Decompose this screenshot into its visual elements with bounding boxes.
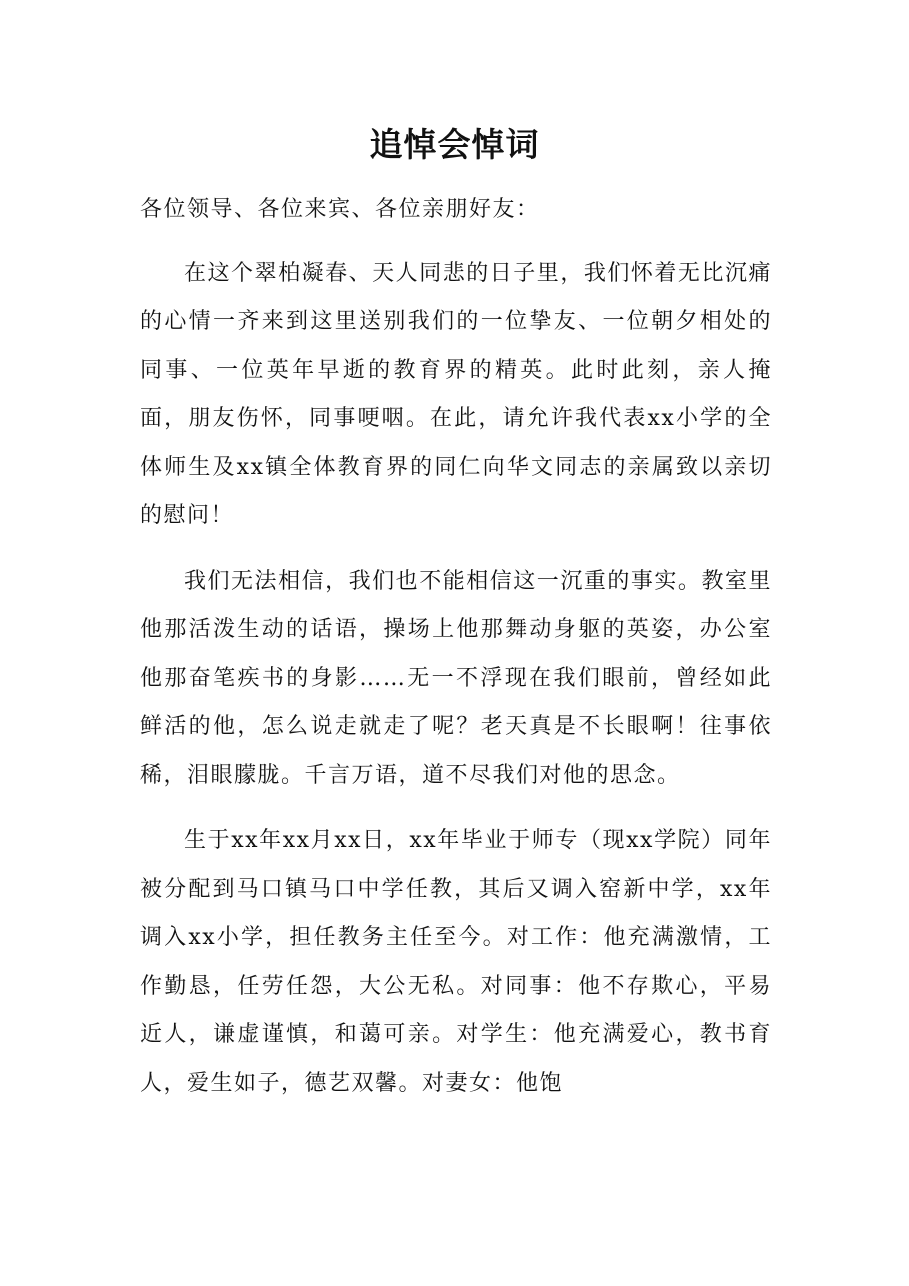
paragraph-biography: 生于xx年xx月xx日，xx年毕业于师专（现xx学院）同年被分配到马口镇马口中学任教，其后又调入窑新中学，xx年调入xx小学，担任教务主任至今。对工作：他充满激情，工作勤恳，任劳任怨，大公无私。对同事：他不存欺心，平易近人，谦虚谨慎，和蔼可亲。对学生：他充满爱心，教书育人，爱生如子，德艺双馨。对妻女：他饱 [140,828,772,1096]
paragraph-condolence: 在这个翠柏凝春、天人同悲的日子里，我们怀着无比沉痛的心情一齐来到这里送别我们的一位挚友、一位朝夕相处的同事、一位英年早逝的教育界的精英。此时此刻，亲人掩面，朋友伤怀，同事哽咽。在此，请允许我代表xx小学的全体师生及xx镇全体教育界的同仁向华文同志的亲属致以亲切的慰问！ [140,260,772,528]
paragraph-remembrance: 我们无法相信，我们也不能相信这一沉重的事实。教室里他那活泼生动的话语，操场上他那舞动身躯的英姿，办公室他那奋笔疾书的身影……无一不浮现在我们眼前，曾经如此鲜活的他，怎么说走就走了呢？老天真是不长眼啊！往事依稀，泪眼朦胧。千言万语，道不尽我们对他的思念。 [140,568,772,788]
document-body [140,186,772,1125]
salutation: 各位领导、各位来宾、各位亲朋好友： [140,197,540,222]
page-title: 追悼会悼词 [369,125,540,164]
